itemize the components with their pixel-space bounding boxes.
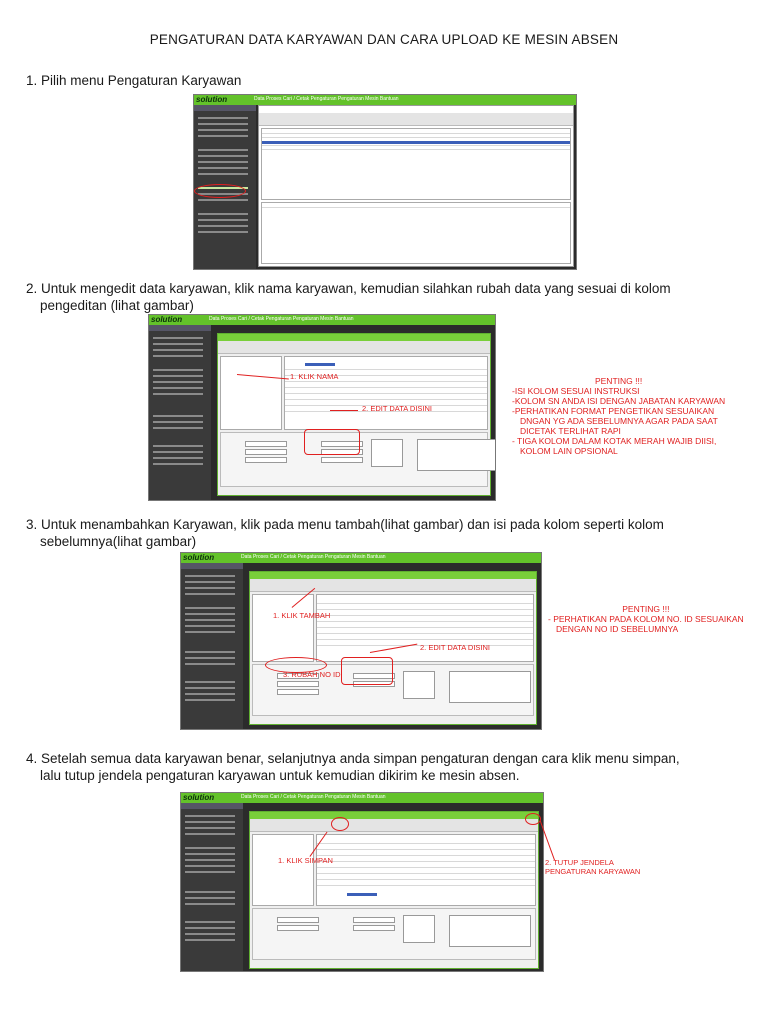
screenshot-1 — [193, 94, 577, 270]
annotation-klik-tambah: 1. KLIK TAMBAH — [273, 611, 331, 620]
app-menu-items: Data Proses Cari / Cetak Pengaturan Pengaturan Mesin Bantuan — [241, 554, 386, 560]
note-3-title: PENTING !!! — [622, 604, 670, 614]
annotation-klik-simpan: 1. KLIK SIMPAN — [278, 856, 333, 865]
note-2-line: -PERHATIKAN FORMAT PENGETIKAN SESUAIKAN — [512, 406, 715, 416]
highlight-simpan — [331, 817, 349, 831]
annotation-edit-data: 2. EDIT DATA DISINI — [362, 404, 433, 413]
app-menu-items: Data Proses Cari / Cetak Pengaturan Pengaturan Mesin Bantuan — [209, 316, 354, 322]
arrow-edit-data — [330, 410, 358, 411]
step-3-line1: 3. Untuk menambahkan Karyawan, klik pada menu tambah(lihat gambar) dan isi pada kolom seperti kolom — [26, 517, 664, 532]
annotation-klik-nama: 1. KLIK NAMA — [290, 372, 339, 381]
step-4-text — [26, 750, 680, 784]
highlight-pengaturan-karyawan — [194, 184, 246, 198]
highlight-edit-fields — [304, 429, 360, 455]
app-menu-items: Data Proses Cari / Cetak Pengaturan Pengaturan Mesin Bantuan — [254, 96, 399, 102]
step-2-line1: 2. Untuk mengedit data karyawan, klik nama karyawan, kemudian silahkan rubah data yang sesuai di kolom — [26, 281, 671, 296]
highlight-close — [525, 813, 541, 825]
screenshot-2 — [148, 314, 496, 501]
note-penting-2 — [512, 376, 725, 456]
note-2-line: -KOLOM SN ANDA ISI DENGAN JABATAN KARYAWAN — [512, 396, 726, 406]
annotation-tutup-line2: PENGATURAN KARYAWAN — [545, 867, 641, 876]
step-2-line2: pengeditan (lihat gambar) — [40, 298, 194, 313]
step-1-line1: 1. Pilih menu Pengaturan Karyawan — [26, 73, 242, 88]
note-2-line: - TIGA KOLOM DALAM KOTAK MERAH WAJIB DIISI, — [512, 436, 717, 446]
highlight-edit-fields — [341, 657, 393, 685]
app-logo: solution — [151, 315, 183, 324]
document-title: PENGATURAN DATA KARYAWAN DAN CARA UPLOAD KE MESIN ABSEN — [149, 32, 619, 47]
app-logo: solution — [183, 553, 215, 562]
step-1-text — [26, 72, 241, 89]
step-2-text — [26, 280, 671, 314]
screenshot-4 — [180, 792, 544, 972]
note-3-line: DENGAN NO ID SEBELUMNYA — [556, 624, 679, 634]
daftar-karyawan-window — [249, 811, 539, 969]
screenshot-3 — [180, 552, 542, 730]
annotation-rubah-no-id: 3. RUBAH NO ID — [283, 670, 341, 679]
note-penting-3 — [548, 604, 744, 634]
annotation-tutup-line1: 2. TUTUP JENDELA — [545, 858, 614, 867]
note-2-line: -ISI KOLOM SESUAI INSTRUKSI — [512, 386, 640, 396]
app-menu-items: Data Proses Cari / Cetak Pengaturan Pengaturan Mesin Bantuan — [241, 794, 386, 800]
step-4-line2: lalu tutup jendela pengaturan karyawan untuk kemudian dikirim ke mesin absen. — [40, 768, 520, 783]
step-3-text — [26, 516, 664, 550]
note-2-line: KOLOM LAIN OPSIONAL — [520, 446, 618, 456]
note-2-title: PENTING !!! — [594, 376, 643, 386]
app-logo: solution — [183, 793, 215, 802]
note-2-line: DICETAK TERLIHAT RAPI — [520, 426, 621, 436]
note-3-line: - PERHATIKAN PADA KOLOM NO. ID SESUAIKAN — [548, 614, 744, 624]
attendance-panel — [258, 105, 574, 267]
step-4-line1: 4. Setelah semua data karyawan benar, selanjutnya anda simpan pengaturan dengan cara klik menu simpan, — [26, 751, 680, 766]
step-3-line2: sebelumnya(lihat gambar) — [40, 534, 197, 549]
annotation-tutup-jendela — [545, 858, 640, 876]
annotation-edit-data: 2. EDIT DATA DISINI — [420, 643, 491, 652]
daftar-karyawan-window — [217, 333, 491, 496]
app-logo: solution — [196, 95, 228, 104]
note-2-line: DNGAN YG ADA SEBELUMNYA AGAR PADA SAAT — [520, 416, 718, 426]
